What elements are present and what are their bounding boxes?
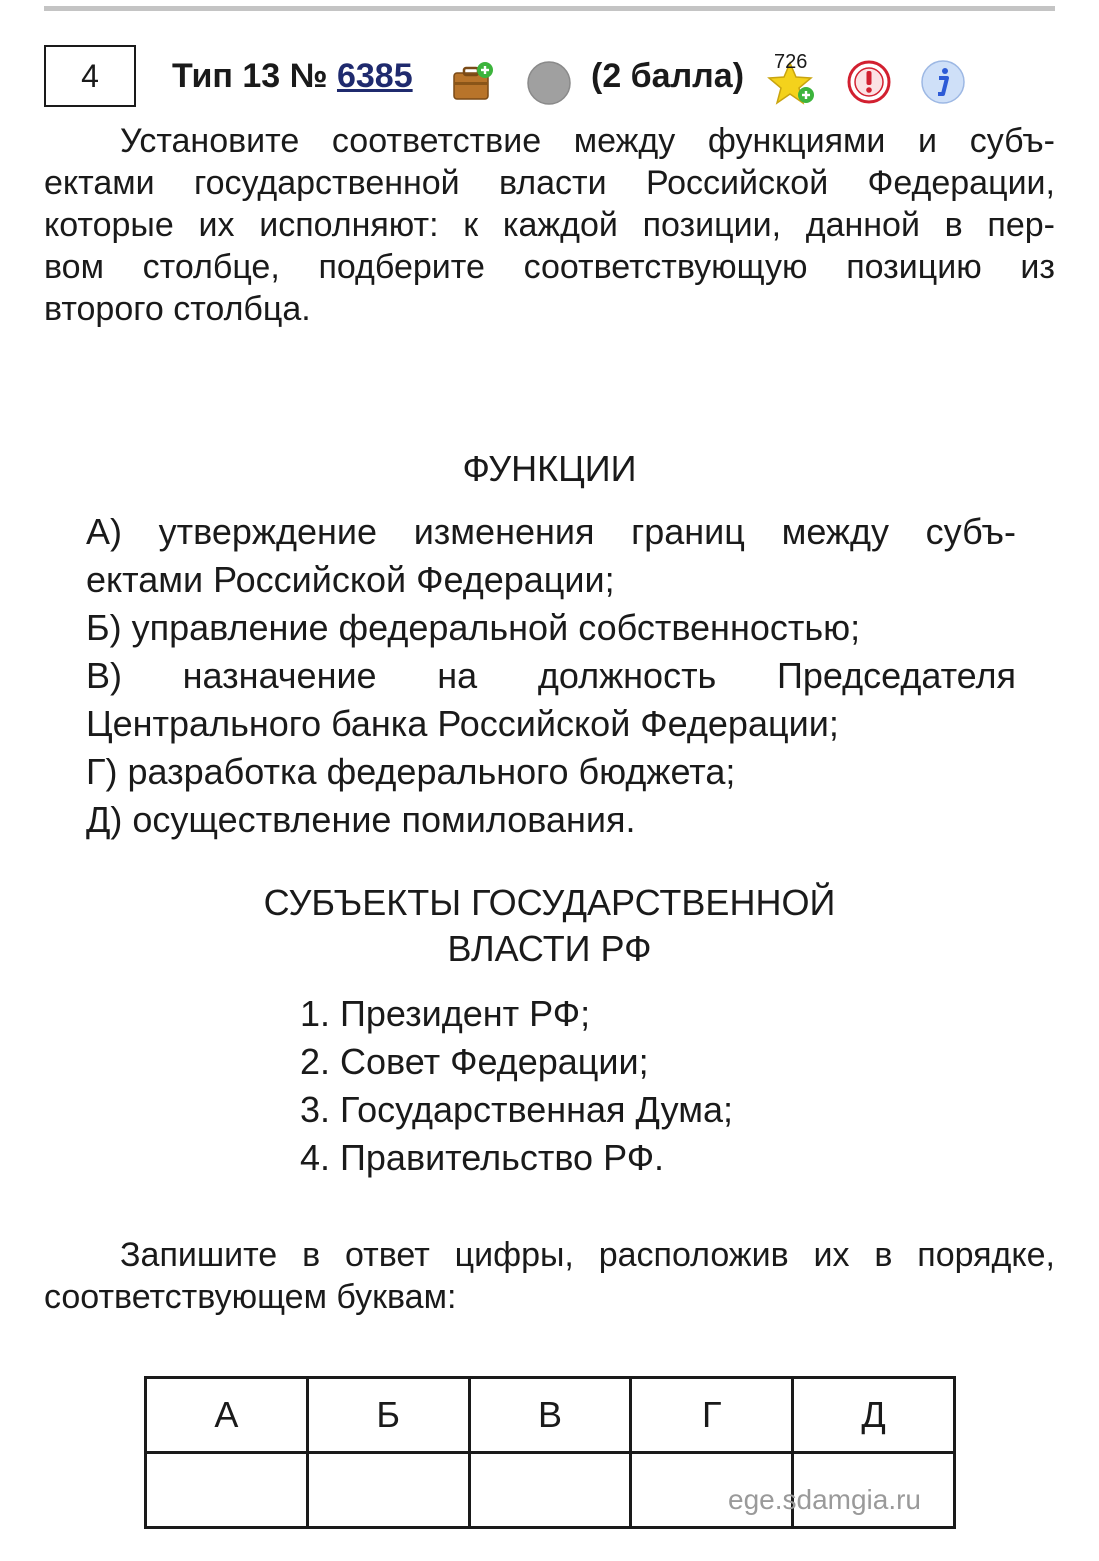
subject-item: 2. Совет Федерации; xyxy=(300,1041,649,1082)
add-to-variant-briefcase-icon[interactable] xyxy=(452,61,494,103)
intro-line: ектами государственной власти Российской Федерации, xyxy=(44,164,1055,202)
status-circle-icon[interactable] xyxy=(526,60,572,106)
answer-cell-a[interactable] xyxy=(146,1453,308,1528)
answer-header-cell: Г xyxy=(631,1378,793,1453)
answer-header-cell: Д xyxy=(793,1378,955,1453)
task-header xyxy=(44,45,1055,111)
instruction-line: Запишите в ответ цифры, расположив их в порядке, xyxy=(120,1236,1055,1274)
task-type-label xyxy=(172,57,413,96)
points-label: (2 балла) xyxy=(591,57,745,95)
task-number-box: 4 xyxy=(44,45,136,107)
function-item: А) утверждение изменения границ между субъ- xyxy=(86,511,1016,552)
function-item: В) назначение на должность Председателя xyxy=(86,655,1016,696)
intro-line: вом столбце, подберите соответствующую позицию из xyxy=(44,248,1055,286)
intro-line: второго столбца. xyxy=(44,290,311,328)
function-item: Д) осуществление помилования. xyxy=(86,799,636,840)
function-item: Центрального банка Российской Федерации; xyxy=(86,703,839,744)
function-item: ектами Российской Федерации; xyxy=(86,559,615,600)
subjects-title-line1: СУБЪЕКТЫ ГОСУДАРСТВЕННОЙ xyxy=(263,882,836,923)
report-error-icon[interactable] xyxy=(846,59,892,105)
site-watermark: ege.sdamgia.ru xyxy=(728,1484,922,1515)
subject-item: 1. Президент РФ; xyxy=(300,993,591,1034)
intro-line: Установите соответствие между функциями и субъ- xyxy=(120,122,1055,160)
instruction-paragraph xyxy=(44,1234,1055,1318)
answer-cell-v[interactable] xyxy=(469,1453,631,1528)
subjects-title-line2: ВЛАСТИ РФ xyxy=(447,928,652,969)
instruction-line: соответствующем буквам: xyxy=(44,1278,457,1316)
top-divider xyxy=(44,6,1055,11)
info-icon[interactable] xyxy=(920,59,966,105)
subject-item: 4. Правительство РФ. xyxy=(300,1137,665,1178)
functions-list xyxy=(86,508,1016,844)
function-item: Г) разработка федерального бюджета; xyxy=(86,751,736,792)
subjects-list xyxy=(300,990,733,1182)
function-item: Б) управление федеральной собственностью; xyxy=(86,607,861,648)
type-prefix: Тип 13 № xyxy=(172,57,337,95)
functions-title: ФУНКЦИИ xyxy=(462,448,637,489)
answer-header-cell: Б xyxy=(307,1378,469,1453)
subject-item: 3. Государственная Дума; xyxy=(300,1089,734,1130)
answer-cell-b[interactable] xyxy=(307,1453,469,1528)
answer-table-header-row xyxy=(146,1378,955,1453)
problem-id-link[interactable]: 6385 xyxy=(336,57,413,95)
answer-header-cell: В xyxy=(469,1378,631,1453)
favorites-count: 726 xyxy=(774,51,808,73)
intro-paragraph xyxy=(44,120,1055,330)
intro-line: которые их исполняют: к каждой позиции, данной в пер- xyxy=(44,206,1055,244)
answer-header-cell: А xyxy=(146,1378,308,1453)
